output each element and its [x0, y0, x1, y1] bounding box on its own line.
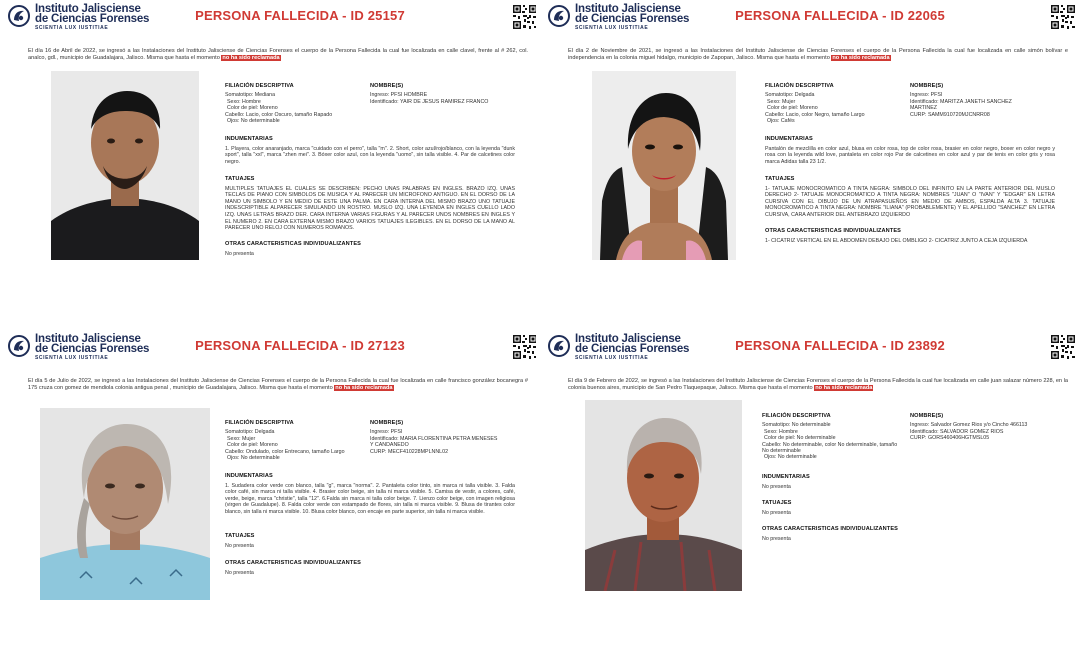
filiacion-heading: FILIACIÓN DESCRIPTIVA: [225, 420, 294, 426]
person-photo: [51, 71, 199, 260]
filiacion-item: Sexo: Mujer: [227, 435, 256, 442]
filiacion-item: Sexo: Mujer: [767, 98, 796, 105]
filiacion-item: Sexo: Hombre: [227, 98, 261, 105]
qr-code-icon: [1050, 4, 1076, 30]
tatuajes-text: MULTIPLES TATUAJES EL CUALES SE DESCRIBEN: PECHO UNAS PALABRAS EN INGLES. BRAZO IZQ. UNAS TECLAS DE PIANO CON SIMBOLOS DE MUSICA Y AL PARECER UN MICROFONO ANTIGUO. EN EL DORSO DE LA MANO UN SIMBOLO Y EN MEDIO DE ESTE UNA PALMA. EN CARA INTERNA DEL MISMO BRAZO UNO TATUAJE INDESCRIPTIBLE ALPARECER SIMULANDO UN ROSTRO. MUSLO IZQ. UNA LEYENDA EN INGLES CUELLO LADO IZQ. UNAS LETRAS BRAZO DER. CARA INTERNA VARIAS FIGURAS Y AL PARECER UNOS NOMBRES EN INGLES Y EL NUMERO 2. EN CARA EXTERNA MISMO BRAZO VARIOS TATUAJES ILEGIBLES. EN EL DORSO DE LA MANO AL PARECER UNO RELOJ CON NUMEROS ROMANOS.: [225, 185, 515, 232]
filiacion-item: Cabello: No determinable, color No determinable, tamaño No determinable: [762, 441, 898, 455]
qr-code-icon: [1050, 334, 1076, 360]
nombres-item: Ingreso: PFSI: [370, 429, 403, 436]
filiacion-item: Somatotipo: Delgada: [225, 429, 275, 436]
otras-heading: OTRAS CARACTERISTICAS INDIVIDUALIZANTES: [762, 526, 898, 532]
record-card: [0, 0, 536, 322]
indumentarias-text: 1. Sudadera color verde con blanco, talla "g", marca "norma". 2. Pantaleta color tinto, sin marca ni talla visible. 3. Falda color café, sin marca ni talla visible. 4. Brasier color beige, sin talla ni marca visible. 5. Camisa de vestir, a colores, café, verde, beige, marca "christie", talla "12". 6.Falda sin marca ni talla color beige. 7. Lienzo color beige, con imagen religiosa (virgen de Guadalupe). 8. Falda color verde con estampado de flores, sin talla ni marca visible. 9. Blusa de tirantes color blanco, sin talla ni marca visible. 10. Blusa color blanco, con encaje en parte superior, sin talla ni marca visible.: [225, 482, 515, 515]
filiacion-item: Ojos: No determinable: [764, 454, 817, 461]
otras-section: [225, 241, 515, 257]
nombres-heading: NOMBRE(S): [370, 420, 404, 426]
claim-status: no ha sido reclamada: [815, 385, 873, 391]
record-intro: [28, 48, 528, 62]
filiacion-heading: FILIACIÓN DESCRIPTIVA: [225, 83, 294, 89]
filiacion-item: Somatotipo: Mediana: [225, 92, 276, 99]
otras-text: No presenta: [225, 569, 254, 576]
intro-text: El día 16 de Abril de 2022, se ingresó a las Instalaciones del Instituto Jalisciense de Ciencias Forenses el cuerpo de la Persona Fallecida la cual fue localizada en calle clavel, frente al # 262, col. analco, gdl., municipio de Guadalajara, Jalisco. Misma que hasta el momento: [28, 48, 528, 61]
otras-heading: OTRAS CARACTERISTICAS INDIVIDUALIZANTES: [765, 228, 901, 234]
tatuajes-section: [765, 176, 1055, 219]
filiacion-item: Cabello: Ondulado, color Entrecano, tamaño Largo: [225, 448, 345, 455]
tatuajes-heading: TATUAJES: [765, 176, 795, 182]
otras-section: [225, 560, 515, 576]
nombres-item: CURP: MECF410228MPLNNL02: [370, 448, 449, 455]
tatuajes-heading: TATUAJES: [762, 500, 792, 506]
nombres-heading: NOMBRE(S): [370, 83, 404, 89]
institute-logo: [548, 4, 689, 31]
institute-motto: SCIENTIA LUX IUSTITIAE: [575, 25, 649, 31]
nombres-item: Ingreso: PFSI HOMBRE: [370, 92, 428, 99]
filiacion-section: [765, 83, 905, 124]
otras-section: [765, 228, 1055, 244]
record-title: PERSONA FALLECIDA - ID 25157: [195, 8, 405, 23]
otras-heading: OTRAS CARACTERISTICAS INDIVIDUALIZANTES: [225, 241, 361, 247]
institute-name-line1: Instituto Jalisciense: [35, 3, 141, 15]
person-photo: [40, 408, 210, 600]
tatuajes-section: [225, 176, 515, 232]
nombres-heading: NOMBRE(S): [910, 83, 944, 89]
filiacion-item: Color de piel: No determinable: [764, 435, 836, 442]
institute-logo: [548, 334, 689, 361]
otras-text: No presenta: [225, 250, 254, 257]
filiacion-item: Cabello: Lacio, color Oscuro, tamaño Rapado: [225, 111, 333, 118]
filiacion-item: Color de piel: Moreno: [767, 105, 818, 112]
indumentarias-heading: INDUMENTARIAS: [225, 473, 273, 479]
nombres-heading: NOMBRE(S): [910, 413, 944, 419]
record-title: PERSONA FALLECIDA - ID 22065: [735, 8, 945, 23]
indumentarias-heading: INDUMENTARIAS: [225, 136, 273, 142]
indumentarias-section: [225, 136, 515, 165]
record-card: [0, 330, 536, 652]
indumentarias-section: [225, 473, 515, 516]
tatuajes-text: No presenta: [762, 509, 791, 516]
filiacion-section: [225, 420, 365, 461]
claim-status: no ha sido reclamada: [335, 385, 393, 391]
record-intro: [568, 378, 1068, 392]
claim-status: no ha sido reclamada: [832, 55, 890, 61]
tatuajes-heading: TATUAJES: [225, 533, 255, 539]
otras-section: [762, 526, 1052, 542]
nombres-item: Identificado: YAIR DE JESUS RAMIREZ FRANCO: [370, 98, 489, 105]
tatuajes-text: No presenta: [225, 542, 254, 549]
tatuajes-heading: TATUAJES: [225, 176, 255, 182]
person-photo: [585, 400, 742, 591]
indumentarias-text: No presenta: [762, 483, 791, 490]
filiacion-item: Somatotipo: No determinable: [762, 422, 831, 429]
person-photo: [592, 71, 736, 260]
indumentarias-heading: INDUMENTARIAS: [765, 136, 813, 142]
nombres-item: Identificado: MARITZA JANETH SANCHEZ MARTINEZ: [910, 98, 1012, 112]
nombres-item: Identificado: SALVADOR GOMEZ RIOS: [910, 428, 1004, 435]
record-title: PERSONA FALLECIDA - ID 27123: [195, 338, 405, 353]
institute-logo: [8, 334, 149, 361]
institute-logo-icon: [548, 5, 570, 27]
qr-code-icon: [512, 4, 536, 30]
filiacion-heading: FILIACIÓN DESCRIPTIVA: [765, 83, 834, 89]
intro-text: El día 9 de Febrero de 2022, se ingresó a las Instalaciones del Instituto Jalisciense de Ciencias Forenses el cuerpo de la Persona Fallecida la cual fue localizada en calle juan salazar número 228, en la colonia buenos aires, municipio de San Pedro Tlaquepaque, Jalisco. Misma que hasta el momento: [568, 378, 1068, 391]
filiacion-item: Ojos: Cafés: [767, 118, 795, 125]
filiacion-item: Cabello: Lacio, color Negro, tamaño Largo: [765, 111, 865, 118]
nombres-section: [370, 420, 500, 455]
institute-name-line2: de Ciencias Forenses: [35, 343, 150, 355]
indumentarias-section: [765, 136, 1055, 165]
nombres-item: CURP: SAMM910720MJCNRR08: [910, 111, 990, 118]
indumentarias-text: Pantalón de mezclilla en color azul, blusa en color rosa, top de color rosa, brasier en color negro, boxer en color negro y rosa con la leyenda wild love, pantaleta en color rojo Par de calcetines en color azul y par de tenis en color gris y rosa marca Adidas talla 23 1/2.: [765, 145, 1055, 165]
otras-text: No presenta: [762, 535, 791, 542]
filiacion-heading: FILIACIÓN DESCRIPTIVA: [762, 413, 831, 419]
nombres-section: [910, 413, 1040, 442]
record-card: [540, 0, 1076, 322]
qr-code-icon: [512, 334, 536, 360]
filiacion-item: Color de piel: Moreno: [227, 105, 278, 112]
intro-text: El día 5 de Julio de 2022, se ingresó a las Instalaciones del Instituto Jalisciense de Ciencias Forenses el cuerpo de la Persona Fallecida la cual fue localizada en calle francisco gonzález bocanegra # 175 cruza con gomez de mendiola colonia antigua penal , municipio de Guadalajara, Jalisco. Misma que hasta el momento: [28, 378, 528, 391]
otras-heading: OTRAS CARACTERISTICAS INDIVIDUALIZANTES: [225, 560, 361, 566]
filiacion-section: [225, 83, 365, 124]
filiacion-item: Somatotipo: Delgada: [765, 92, 815, 99]
institute-name-line2: de Ciencias Forenses: [575, 343, 690, 355]
nombres-item: Ingreso: Salvador Gomez Rios y/o Cincho 466113: [910, 422, 1028, 429]
institute-logo-icon: [548, 335, 570, 357]
indumentarias-heading: INDUMENTARIAS: [762, 474, 810, 480]
institute-logo-icon: [8, 5, 30, 27]
indumentarias-section: [762, 474, 1052, 490]
institute-motto: SCIENTIA LUX IUSTITIAE: [35, 355, 109, 361]
record-intro: [568, 48, 1068, 62]
claim-status: no ha sido reclamada: [222, 55, 280, 61]
institute-name-line1: Instituto Jalisciense: [575, 333, 681, 345]
nombres-item: Ingreso: PFSI: [910, 92, 943, 99]
tatuajes-text: 1- TATUAJE MONOCROMATICO A TINTA NEGRA: SIMBOLO DEL INFINITO EN LA PARTE ANTERIOR DEL MUSLO DERECHO 2- TATUAJE MONOCROMATICO A TINTA NEGRA: NOMBRES "JUAN" O "IVAN" Y "EDGAR" EN LETRA CURSIVA CON EL DIBUJO DE UN ATRAPASUEÑOS EN MEDIO DE AMBOS, ESPALDA ALTA 3. TATUAJE MONOCROMATICO A TINTA NEGRA: NOMBRE "ILIANA" (PROBABLEMENTE) Y EL APELLIDO "SANCHEZ" EN LETRA CURSIVA, CARA ANTERIOR DEL ANTEBRAZO IZQUIERDO: [765, 185, 1055, 218]
nombres-section: [910, 83, 1040, 118]
filiacion-item: Ojos: No determinable: [227, 455, 280, 462]
record-card: [540, 330, 1076, 652]
institute-name-line2: de Ciencias Forenses: [575, 13, 690, 25]
institute-motto: SCIENTIA LUX IUSTITIAE: [575, 355, 649, 361]
tatuajes-section: [225, 533, 515, 549]
otras-text: 1- CICATRIZ VERTICAL EN EL ABDOMEN DEBAJO DEL OMBLIGO 2- CICATRIZ JUNTO A CEJA IZQUIERDA: [765, 237, 1028, 244]
nombres-section: [370, 83, 500, 105]
record-title: PERSONA FALLECIDA - ID 23892: [735, 338, 945, 353]
institute-name-line2: de Ciencias Forenses: [35, 13, 150, 25]
filiacion-item: Color de piel: Moreno: [227, 442, 278, 449]
nombres-item: Identificado: MARIA FLORENTINA PETRA MENESES Y CANDANEDO: [370, 435, 498, 449]
institute-name-line1: Instituto Jalisciense: [35, 333, 141, 345]
institute-motto: SCIENTIA LUX IUSTITIAE: [35, 25, 109, 31]
indumentarias-text: 1. Playera, color anaranjado, marca "cuidado con el perro", talla "m". 2. Short, color azul/rojo/blanco, con la leyenda "dunk sport", talla "xxl", marca "zhen mei". 3. Bóxer color azul, con la leyenda "uomo", sin talla visible. 4. Par de calcetines color negro.: [225, 145, 515, 165]
filiacion-item: Sexo: Hombre: [764, 428, 798, 435]
nombres-item: CURP: GORS460406HGTMSL05: [910, 435, 990, 442]
tatuajes-section: [762, 500, 1052, 516]
record-intro: [28, 378, 528, 392]
institute-name-line1: Instituto Jalisciense: [575, 3, 681, 15]
intro-text: El día 2 de Noviembre de 2021, se ingresó a las Instalaciones del Instituto Jalisciense de Ciencias Forenses el cuerpo de la Persona Fallecida la cual fue localizada en calle simón bolívar e independencia en la colonia miguel hidalgo, municipio de Zapopan, Jalisco. Misma que hasta el momento: [568, 48, 1068, 61]
filiacion-item: Ojos: No determinable: [227, 118, 280, 125]
institute-logo-icon: [8, 335, 30, 357]
institute-logo: [8, 4, 149, 31]
filiacion-section: [762, 413, 902, 461]
